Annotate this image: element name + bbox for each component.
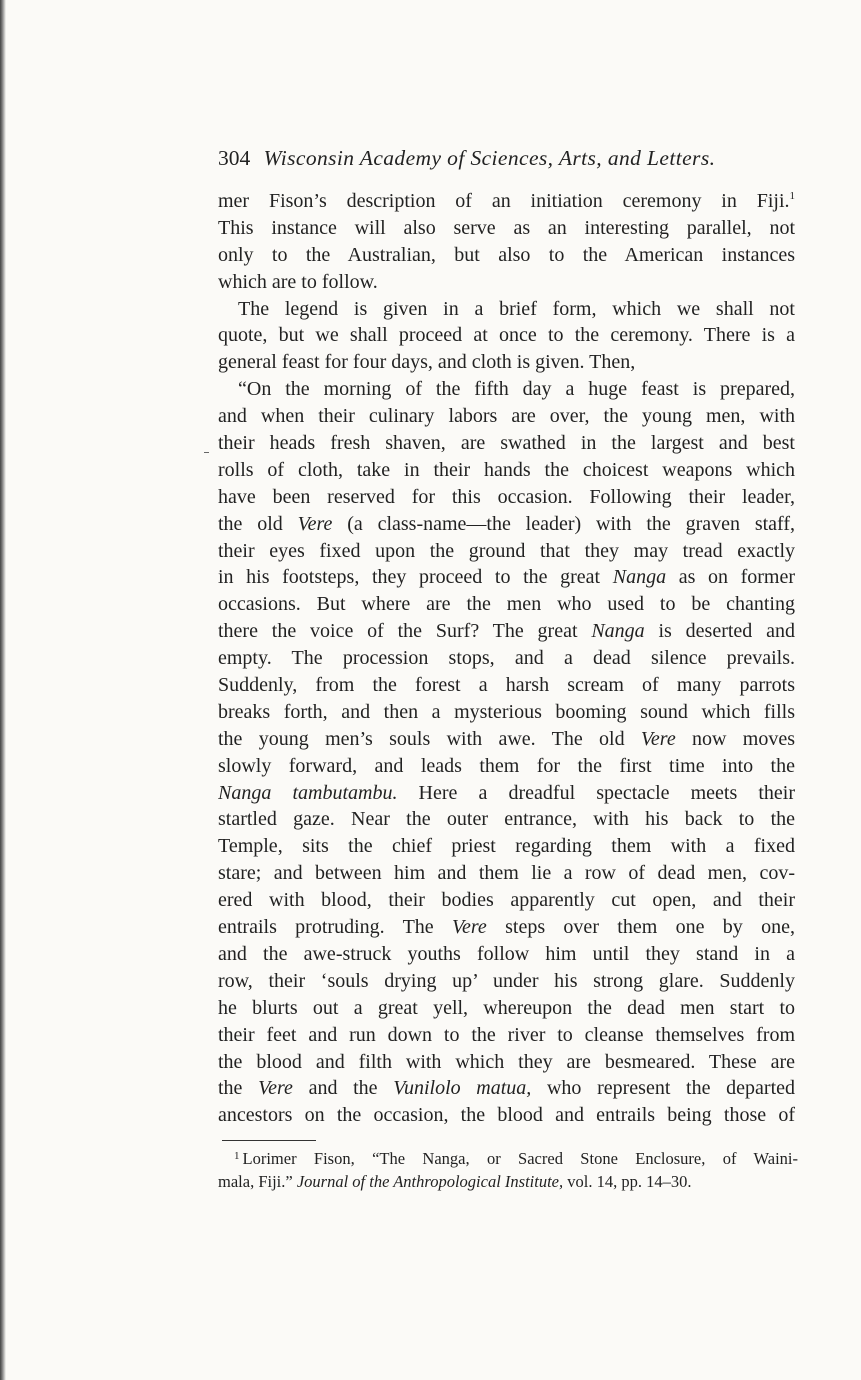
text-run: there the voice of the Surf? The great — [218, 620, 592, 643]
italic-term: Vere — [640, 727, 676, 750]
text-run: quote, but we shall proceed at once to the ceremony. There is a — [218, 324, 795, 347]
text-run: who represent the departed — [531, 1077, 795, 1100]
text-run: the — [218, 1077, 259, 1100]
text-line — [218, 995, 795, 1022]
running-header — [218, 146, 798, 171]
text-run: (a class-name—the leader) with the graven staff, — [332, 512, 795, 535]
text-run: mer Fison’s description of an initiation ceremony in Fiji. — [218, 190, 790, 212]
text-line — [218, 860, 795, 887]
text-run: in his footsteps, they proceed to the great — [218, 566, 613, 589]
footnote-marker: 1 — [234, 1150, 240, 1162]
footnote-text: vol. 14, pp. 14–30. — [567, 1172, 692, 1191]
text-line — [218, 1022, 795, 1049]
page-number: 304 — [218, 146, 251, 170]
text-line — [218, 349, 795, 376]
text-line — [218, 1102, 795, 1129]
stray-mark — [204, 452, 209, 453]
text-run: he blurts out a great yell, whereupon the dead men start to — [218, 996, 795, 1019]
text-run: and the — [292, 1077, 394, 1100]
text-run: which are to follow. — [218, 270, 378, 293]
text-line — [218, 672, 795, 699]
text-run: empty. The procession stops, and a dead silence prevails. — [218, 647, 795, 670]
text-run: and the awe-struck youths follow him until they stand in a — [218, 942, 795, 965]
text-run: Temple, sits the chief priest regarding them with a fixed — [218, 835, 795, 858]
text-line — [218, 376, 795, 403]
text-line — [218, 618, 795, 645]
text-run: ancestors on the occasion, the blood and entrails being those of — [218, 1104, 795, 1127]
text-run: their eyes fixed upon the ground that they may tread exactly — [218, 539, 795, 562]
text-line — [218, 887, 795, 914]
text-run: their heads fresh shaven, are swathed in the largest and best — [218, 432, 795, 455]
text-line — [218, 833, 795, 860]
text-run: steps over them one by one, — [486, 916, 795, 939]
text-line — [218, 806, 795, 833]
footnote-text: mala, Fiji.” — [218, 1172, 293, 1191]
text-line — [218, 1049, 795, 1076]
text-line — [218, 322, 795, 349]
italic-term: Nanga — [612, 566, 667, 589]
text-run: “On the morning of the fifth day a huge feast is prepared, — [238, 378, 795, 401]
text-line — [218, 591, 795, 618]
footnote-text: Lorimer Fison, “The Nanga, or Sacred Stone Enclosure, of Waini- — [242, 1149, 798, 1168]
footnote-line — [218, 1147, 798, 1170]
text-line — [218, 968, 795, 995]
italic-term: Vunilolo matua, — [393, 1077, 532, 1100]
text-run: have been reserved for this occasion. Following their leader, — [218, 485, 795, 508]
text-run: their feet and run down to the river to cleanse themselves from — [218, 1023, 795, 1046]
text-line — [218, 403, 795, 430]
text-line — [218, 941, 795, 968]
text-run: startled gaze. Near the outer entrance, with his back to the — [218, 808, 795, 831]
footnotes — [218, 1147, 798, 1193]
footnote-journal: Journal of the Anthropological Institute, — [296, 1172, 564, 1191]
text-run: the old — [218, 512, 298, 535]
text-line — [218, 645, 795, 672]
text-run: the blood and filth with which they are besmeared. These are — [218, 1050, 795, 1073]
footnote-rule — [222, 1140, 316, 1141]
text-line — [218, 726, 795, 753]
text-line — [218, 484, 795, 511]
text-line — [218, 430, 795, 457]
text-line — [218, 753, 795, 780]
body-text — [218, 188, 795, 1129]
text-run: the young men’s souls with awe. The old — [218, 727, 641, 750]
footnote-reference: 1 — [789, 190, 795, 202]
text-run: Suddenly, from the forest a harsh scream of many parrots — [218, 674, 795, 697]
text-line — [218, 699, 795, 726]
text-run: and when their culinary labors are over, the young men, with — [218, 405, 795, 428]
scan-edge — [0, 0, 6, 1380]
text-line — [218, 457, 795, 484]
text-run: row, their ‘souls drying up’ under his strong glare. Suddenly — [218, 969, 795, 992]
italic-term: Vere — [297, 512, 333, 535]
text-run: now moves — [675, 727, 795, 750]
italic-term: Vere — [258, 1077, 293, 1100]
text-line — [218, 296, 795, 323]
text-run: is deserted and — [644, 620, 795, 643]
text-line — [218, 215, 795, 242]
text-line — [218, 511, 795, 538]
text-run: stare; and between him and them lie a row of dead men, cov- — [218, 862, 795, 885]
italic-term: Nanga tambutambu. — [218, 781, 398, 804]
footnote-line — [218, 1170, 798, 1193]
text-line — [218, 780, 795, 807]
text-line — [218, 188, 795, 215]
text-line — [218, 538, 795, 565]
text-line — [218, 1075, 795, 1102]
text-run: slowly forward, and leads them for the first time into the — [218, 754, 795, 777]
text-line — [218, 242, 795, 269]
italic-term: Vere — [452, 916, 487, 939]
text-run: general feast for four days, and cloth is given. Then, — [218, 351, 636, 374]
text-run: ered with blood, their bodies apparently cut open, and their — [218, 889, 795, 912]
text-run: only to the Australian, but also to the American instances — [218, 243, 795, 266]
text-run: as on former — [666, 566, 795, 589]
text-run: entrails protruding. The — [218, 916, 452, 939]
text-run: This instance will also serve as an interesting parallel, not — [218, 216, 795, 239]
text-line — [218, 269, 795, 296]
text-run: occasions. But where are the men who used to be chanting — [218, 593, 795, 616]
text-run: rolls of cloth, take in their hands the choicest weapons which — [218, 458, 795, 481]
text-run: The legend is given in a brief form, which we shall not — [238, 297, 795, 320]
running-title: Wisconsin Academy of Sciences, Arts, and Letters. — [263, 146, 716, 170]
text-line — [218, 564, 795, 591]
italic-term: Nanga — [591, 620, 645, 643]
text-run: Here a dreadful spectacle meets their — [397, 781, 795, 804]
text-run: breaks forth, and then a mysterious booming sound which fills — [218, 700, 795, 723]
text-line — [218, 914, 795, 941]
